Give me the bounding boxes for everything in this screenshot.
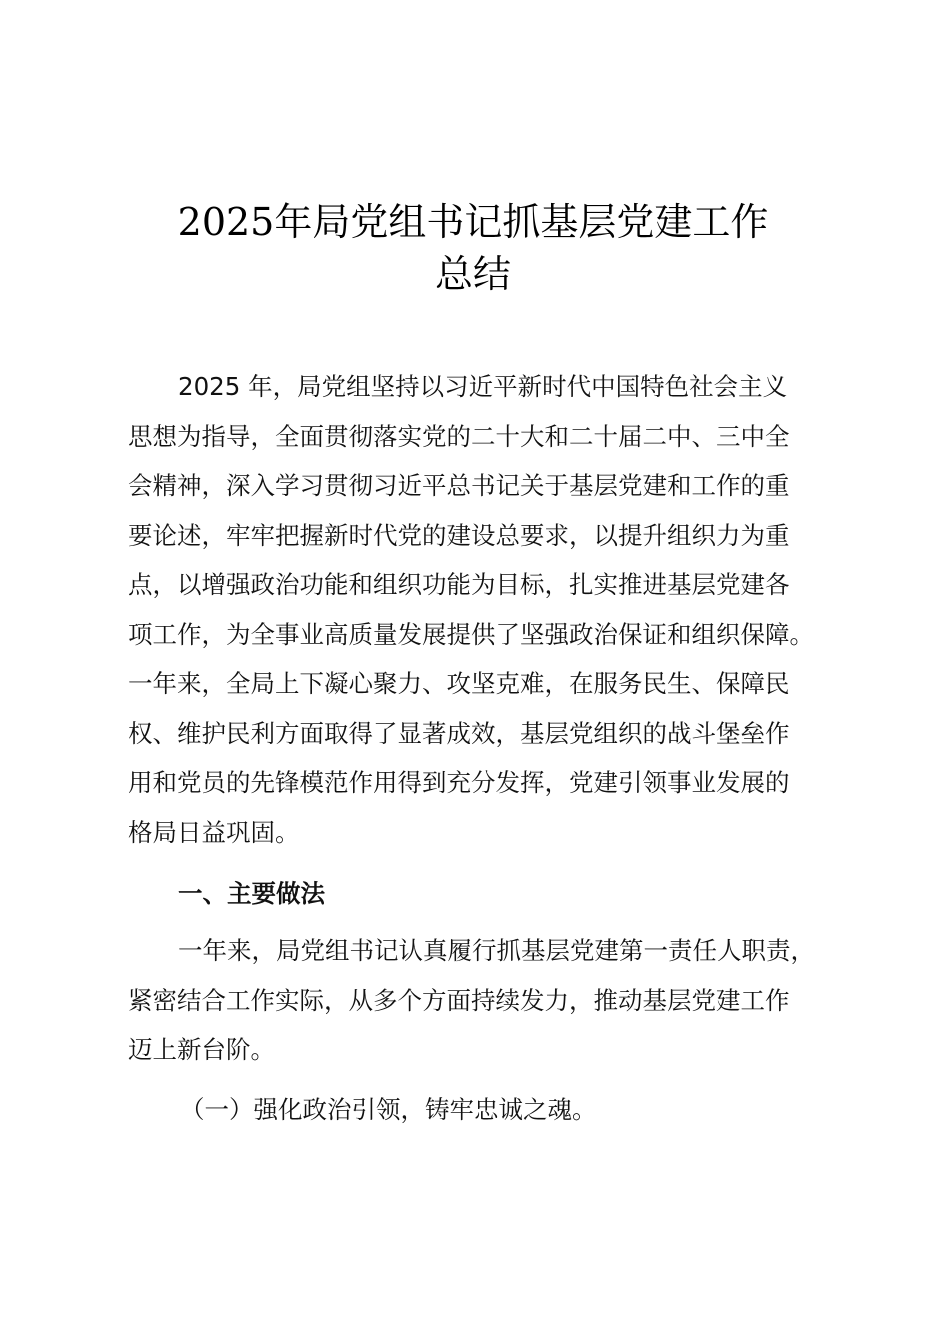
intro-line-4: 要论述，牢牢把握新时代党的建设总要求，以提升组织力为重 [128, 520, 790, 550]
title-line-2: 总结 [434, 252, 511, 296]
intro-line-8: 权、维护民利方面取得了显著成效，基层党组织的战斗堡垒作 [128, 718, 790, 748]
section1-line-1: 一年来，局党组书记认真履行抓基层党建第一责任人职责， [178, 936, 815, 965]
intro-line-6: 项工作，为全事业高质量发展提供了坚强政治保证和组织保障。 [128, 619, 814, 649]
section-heading-main-practices: 一、主要做法 [178, 879, 325, 908]
intro-line-7: 一年来，全局上下凝心聚力、攻坚克难，在服务民生、保障民 [128, 669, 790, 698]
subsection-heading-political-leadership: （一）强化政治引领，铸牢忠诚之魂。 [180, 1095, 597, 1124]
intro-line-3: 会精神，深入学习贯彻习近平总书记关于基层党建和工作的重 [128, 471, 790, 500]
title-line-1: 2025年局党组书记抓基层党建工作 [177, 200, 769, 244]
intro-line-9: 用和党员的先锋模范作用得到充分发挥，党建引领事业发展的 [128, 768, 790, 797]
document-title [128, 196, 818, 300]
intro-line-2: 思想为指导，全面贯彻落实党的二十大和二十届二中、三中全 [128, 421, 790, 451]
intro-line-10: 格局日益巩固。 [128, 817, 300, 847]
intro-line-1: 2025 年，局党组坚持以习近平新时代中国特色社会主义 [178, 372, 788, 401]
intro-line-5: 点，以增强政治功能和组织功能为目标，扎实推进基层党建各 [128, 570, 790, 599]
section1-line-3: 迈上新台阶。 [128, 1035, 275, 1064]
section1-paragraph [128, 926, 823, 1075]
intro-paragraph [128, 362, 823, 857]
section1-line-2: 紧密结合工作实际，从多个方面持续发力，推动基层党建工作 [128, 985, 790, 1015]
